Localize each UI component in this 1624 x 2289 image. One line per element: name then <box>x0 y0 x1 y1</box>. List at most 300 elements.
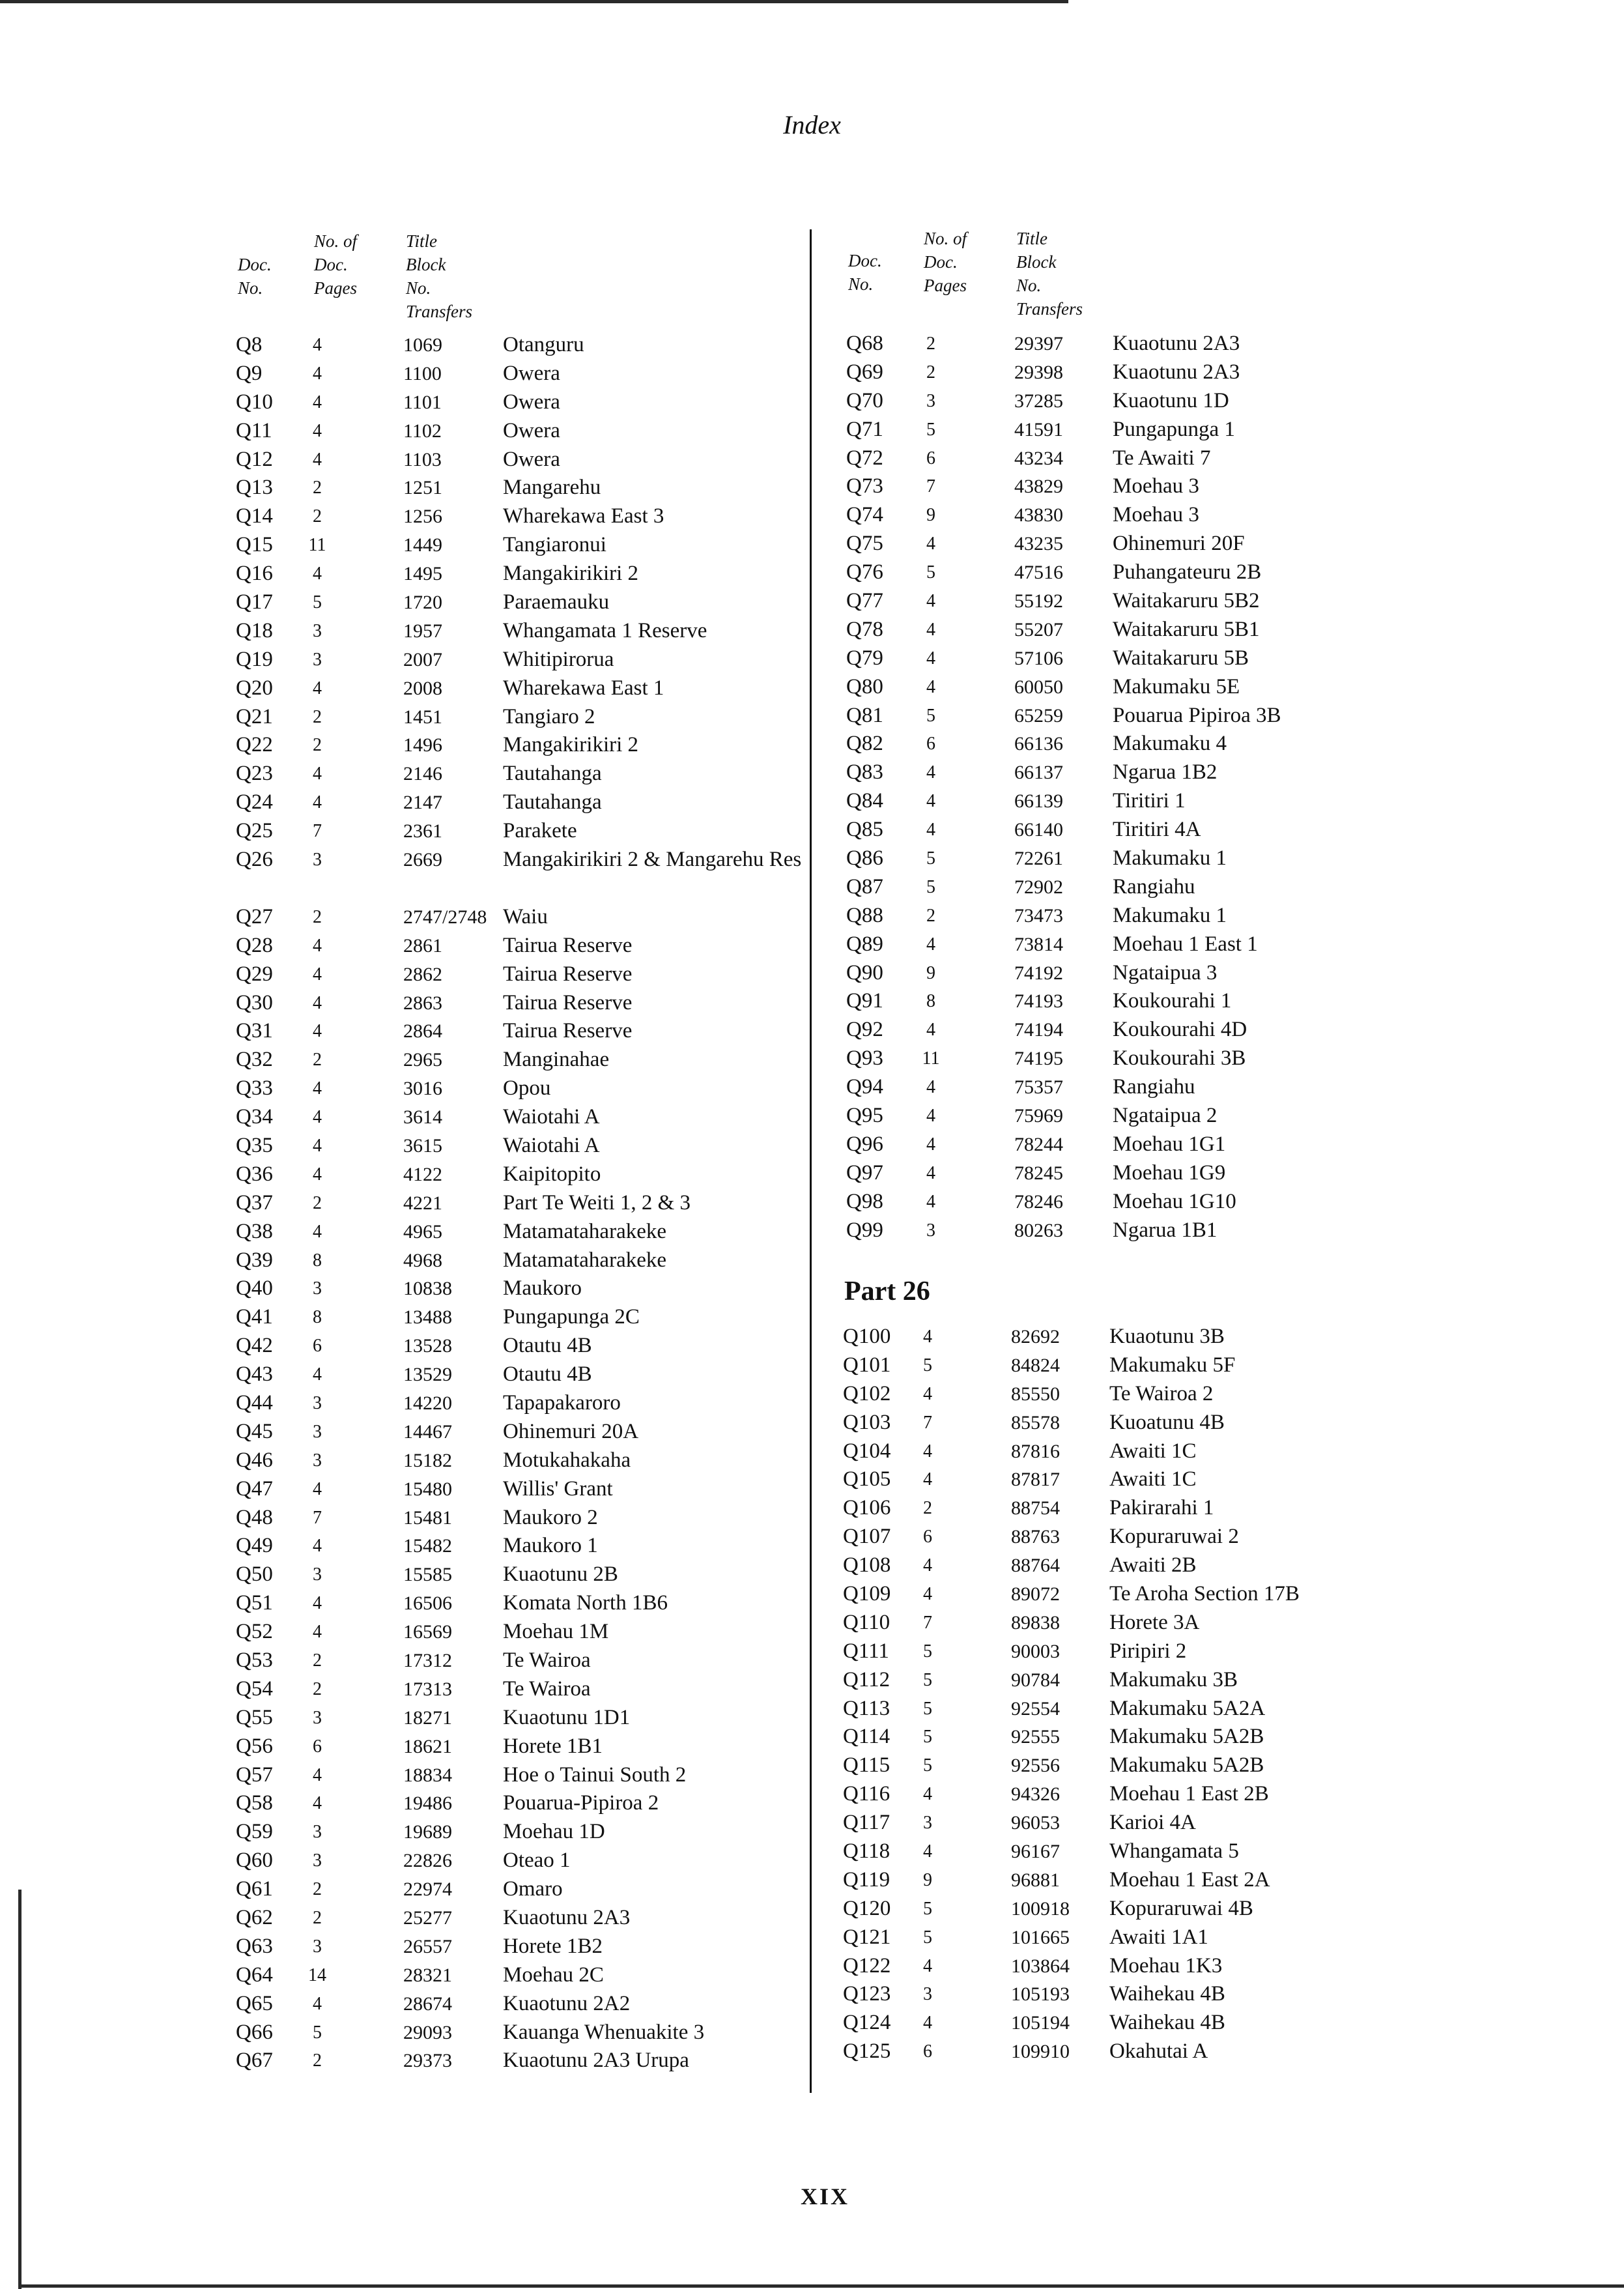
doc-number: Q41 <box>236 1305 273 1329</box>
page-count: 5 <box>926 848 935 869</box>
doc-number: Q73 <box>846 474 883 498</box>
block-name: Piripiri 2 <box>1109 1639 1187 1663</box>
block-name: Pungapunga 1 <box>1113 417 1235 441</box>
block-name: Hoe o Tainui South 2 <box>503 1763 687 1787</box>
page-count: 4 <box>926 534 935 554</box>
block-name: Moehau 1G9 <box>1113 1160 1226 1185</box>
title-block-number: 25277 <box>403 1907 452 1929</box>
title-block-number: 88763 <box>1011 1526 1060 1548</box>
block-name: Ohinemuri 20F <box>1113 532 1245 556</box>
title-block-number: 2864 <box>403 1020 442 1043</box>
title-block-number: 28321 <box>403 1964 452 1986</box>
title-block-number: 4968 <box>403 1249 442 1271</box>
block-name: Awaiti 2B <box>1109 1553 1197 1577</box>
page-count: 4 <box>313 1793 322 1814</box>
doc-number: Q32 <box>236 1048 273 1072</box>
doc-number: Q17 <box>236 590 273 614</box>
block-name: Makumaku 5A2A <box>1109 1696 1266 1720</box>
doc-number: Q90 <box>846 960 883 985</box>
doc-number: Q22 <box>236 733 273 757</box>
doc-number: Q112 <box>843 1667 890 1692</box>
doc-number: Q119 <box>843 1867 890 1892</box>
title-block-number: 96053 <box>1011 1812 1060 1834</box>
page-count: 4 <box>313 764 322 785</box>
title-block-number: 4221 <box>403 1192 442 1214</box>
doc-number: Q89 <box>846 932 883 956</box>
doc-number: Q45 <box>236 1419 273 1443</box>
title-block-number: 60050 <box>1014 676 1063 698</box>
block-name: Moehau 1K3 <box>1109 1953 1223 1978</box>
page-count: 6 <box>926 734 935 755</box>
doc-number: Q46 <box>236 1448 273 1472</box>
header-doc-no-right: Doc. No. <box>848 251 882 294</box>
title-block-number: 92555 <box>1011 1726 1060 1748</box>
page-count: 4 <box>926 1191 935 1212</box>
title-block-number: 18271 <box>403 1706 452 1729</box>
doc-number: Q15 <box>236 533 273 557</box>
doc-number: Q74 <box>846 503 883 527</box>
title-block-number: 103864 <box>1011 1955 1070 1977</box>
doc-number: Q53 <box>236 1648 273 1672</box>
title-block-number: 1100 <box>403 362 442 384</box>
block-name: Mangarehu <box>503 476 601 500</box>
block-name: Tiritiri 4A <box>1113 818 1201 842</box>
doc-number: Q111 <box>843 1639 889 1663</box>
page-count: 8 <box>926 991 935 1012</box>
title-block-number: 13528 <box>403 1335 452 1357</box>
column-divider <box>810 229 812 2093</box>
block-name: Waihekau 4B <box>1109 1982 1225 2006</box>
doc-number: Q26 <box>236 848 273 872</box>
page-count: 3 <box>313 1850 322 1871</box>
doc-number: Q31 <box>236 1019 273 1043</box>
doc-number: Q69 <box>846 360 883 384</box>
title-block-number: 73814 <box>1014 933 1063 955</box>
page-count: 4 <box>313 1078 322 1099</box>
block-name: Maukoro <box>503 1276 582 1301</box>
block-name: Awaiti 1C <box>1109 1467 1197 1491</box>
doc-number: Q116 <box>843 1782 890 1806</box>
block-name: Ngataipua 3 <box>1113 960 1218 985</box>
title-block-number: 17312 <box>403 1649 452 1671</box>
page-count: 4 <box>313 449 322 470</box>
title-block-number: 82692 <box>1011 1326 1060 1347</box>
block-name: Wharekawa East 1 <box>503 676 664 700</box>
block-name: Tautahanga <box>503 762 602 786</box>
page-count: 3 <box>923 1984 932 2005</box>
title-block-number: 18621 <box>403 1735 452 1757</box>
block-name: Tairua Reserve <box>503 990 633 1015</box>
title-block-number: 75969 <box>1014 1105 1063 1127</box>
page-count: 5 <box>926 876 935 897</box>
doc-number: Q102 <box>843 1381 891 1405</box>
title-block-number: 3615 <box>403 1134 442 1157</box>
title-block-number: 109910 <box>1011 2041 1070 2063</box>
title-block-number: 14467 <box>403 1420 452 1443</box>
title-block-number: 29373 <box>403 2050 452 2072</box>
title-block-number: 2361 <box>403 820 442 842</box>
title-block-number: 41591 <box>1014 418 1063 440</box>
block-name: Moehau 1M <box>503 1620 609 1644</box>
doc-number: Q8 <box>236 333 263 356</box>
title-block-number: 14220 <box>403 1392 452 1414</box>
title-block-number: 43829 <box>1014 476 1063 498</box>
doc-number: Q100 <box>843 1325 891 1348</box>
block-name: Maukoro 2 <box>503 1505 598 1529</box>
title-block-number: 2863 <box>403 992 442 1014</box>
left-margin-rule <box>18 1890 21 2289</box>
title-block-number: 87817 <box>1011 1469 1060 1491</box>
page-count: 4 <box>313 335 322 355</box>
block-name: Matamataharakeke <box>503 1219 667 1243</box>
page-count: 4 <box>926 791 935 812</box>
title-block-number: 15585 <box>403 1564 452 1586</box>
title-block-number: 10838 <box>403 1278 452 1300</box>
page-count: 5 <box>923 1755 932 1776</box>
block-name: Moehau 1 East 2A <box>1109 1867 1270 1892</box>
doc-number: Q11 <box>236 418 272 442</box>
title-block-number: 29093 <box>403 2021 452 2043</box>
doc-number: Q121 <box>843 1925 891 1949</box>
title-block-number: 1496 <box>403 734 442 756</box>
doc-number: Q117 <box>843 1811 890 1835</box>
block-name: Part Te Weiti 1, 2 & 3 <box>503 1190 691 1215</box>
page-count: 2 <box>926 334 935 354</box>
part-heading: Part 26 <box>844 1276 930 1306</box>
title-block-number: 1251 <box>403 477 442 499</box>
block-name: Pakirarahi 1 <box>1109 1496 1214 1520</box>
page-count: 3 <box>313 1822 322 1843</box>
page-count: 3 <box>313 649 322 670</box>
block-name: Waitakaruru 5B2 <box>1113 589 1260 613</box>
block-name: Mangakirikiri 2 <box>503 733 639 757</box>
block-name: Kuaotunu 3B <box>1109 1325 1225 1348</box>
page-count: 5 <box>313 592 322 613</box>
title-block-number: 96167 <box>1011 1841 1060 1863</box>
doc-number: Q104 <box>843 1439 891 1463</box>
block-name: Makumaku 3B <box>1109 1667 1238 1692</box>
title-block-number: 85550 <box>1011 1383 1060 1405</box>
doc-number: Q14 <box>236 504 273 528</box>
page-count: 4 <box>923 1469 932 1490</box>
doc-number: Q58 <box>236 1791 273 1815</box>
doc-number: Q124 <box>843 2011 891 2035</box>
block-name: Horete 1B1 <box>503 1734 603 1758</box>
title-block-number: 89838 <box>1011 1611 1060 1634</box>
block-name: Kuaotunu 2A3 <box>503 1906 631 1929</box>
page-count: 8 <box>313 1307 322 1328</box>
block-name: Otanguru <box>503 333 584 356</box>
block-name: Kuoatunu 4B <box>1109 1410 1225 1434</box>
doc-number: Q51 <box>236 1591 273 1615</box>
page-count: 2 <box>313 706 322 727</box>
doc-number: Q125 <box>843 2039 891 2064</box>
doc-number: Q18 <box>236 618 273 642</box>
doc-number: Q35 <box>236 1133 273 1157</box>
block-name: Horete 3A <box>1109 1610 1200 1634</box>
doc-number: Q103 <box>843 1410 891 1434</box>
page-count: 11 <box>308 535 326 556</box>
block-name: Tairua Reserve <box>503 933 633 957</box>
doc-number: Q110 <box>843 1610 890 1634</box>
block-name: Kuaotunu 2A2 <box>503 1991 631 2015</box>
block-name: Awaiti 1A1 <box>1109 1925 1208 1949</box>
block-name: Kuaotunu 2A3 <box>1113 332 1240 355</box>
title-block-number: 84824 <box>1011 1354 1060 1376</box>
block-name: Oteao 1 <box>503 1849 571 1873</box>
title-block-number: 80263 <box>1014 1219 1063 1241</box>
block-name: Rangiahu <box>1113 874 1195 899</box>
block-name: Awaiti 1C <box>1109 1439 1197 1463</box>
page-count: 2 <box>313 735 322 756</box>
page-count: 2 <box>313 506 322 527</box>
block-name: Makumaku 1 <box>1113 903 1227 927</box>
page-title: Index <box>783 110 841 139</box>
block-name: Moehau 1 East 2B <box>1109 1782 1269 1806</box>
title-block-number: 92554 <box>1011 1697 1060 1720</box>
page-count: 7 <box>923 1612 932 1633</box>
title-block-number: 89072 <box>1011 1583 1060 1605</box>
doc-number: Q25 <box>236 819 273 843</box>
block-name: Kaipitopito <box>503 1162 601 1186</box>
block-name: Willis' Grant <box>503 1476 613 1501</box>
doc-number: Q30 <box>236 990 273 1015</box>
title-block-number: 13529 <box>403 1364 452 1386</box>
page-count: 8 <box>313 1250 322 1271</box>
doc-number: Q75 <box>846 532 883 556</box>
block-name: Kuaotunu 1D1 <box>503 1705 631 1729</box>
page-count: 3 <box>313 1392 322 1413</box>
title-block-number: 15482 <box>403 1535 452 1557</box>
page-count: 2 <box>313 1879 322 1900</box>
doc-number: Q109 <box>843 1582 891 1606</box>
doc-number: Q44 <box>236 1390 273 1415</box>
block-name: Kauanga Whenuakite 3 <box>503 2020 705 2044</box>
block-name: Moehau 1G1 <box>1113 1132 1226 1156</box>
doc-number: Q66 <box>236 2020 273 2044</box>
doc-number: Q62 <box>236 1906 273 1929</box>
doc-number: Q71 <box>846 417 883 441</box>
page-count: 4 <box>313 1993 322 2014</box>
block-name: Moehau 1 East 1 <box>1113 932 1258 956</box>
page-count: 5 <box>926 562 935 583</box>
page-count: 4 <box>313 1364 322 1385</box>
page-count: 6 <box>313 1336 322 1357</box>
header-title-block-right: Title Block No. Transfers <box>1016 229 1083 319</box>
page-count: 6 <box>926 448 935 468</box>
block-name: Motukahakaha <box>503 1448 631 1472</box>
page-count: 4 <box>926 619 935 640</box>
doc-number: Q86 <box>846 846 883 871</box>
doc-number: Q84 <box>846 789 883 813</box>
block-name: Whangamata 1 Reserve <box>503 618 707 642</box>
page-count: 4 <box>923 1383 932 1404</box>
title-block-number: 1495 <box>403 563 442 585</box>
doc-number: Q106 <box>843 1496 891 1520</box>
doc-number: Q68 <box>846 332 883 355</box>
doc-number: Q114 <box>843 1725 890 1749</box>
block-name: Okahutai A <box>1109 2039 1208 2064</box>
block-name: Komata North 1B6 <box>503 1591 668 1615</box>
page-count: 7 <box>313 1507 322 1528</box>
page-count: 4 <box>926 1162 935 1183</box>
block-name: Makumaku 1 <box>1113 846 1227 871</box>
page-count: 2 <box>923 1498 932 1519</box>
doc-number: Q98 <box>846 1189 883 1213</box>
page-count: 4 <box>313 1221 322 1242</box>
doc-number: Q24 <box>236 790 273 814</box>
block-name: Otautu 4B <box>503 1334 592 1358</box>
doc-number: Q64 <box>236 1963 273 1987</box>
page-count: 5 <box>313 2022 322 2043</box>
block-name: Manginahae <box>503 1048 610 1072</box>
doc-number: Q28 <box>236 933 273 957</box>
page-count: 4 <box>313 935 322 956</box>
block-name: Owera <box>503 418 560 442</box>
title-block-number: 57106 <box>1014 647 1063 669</box>
doc-number: Q120 <box>843 1896 891 1920</box>
doc-number: Q96 <box>846 1132 883 1156</box>
page-count: 4 <box>313 964 322 985</box>
bottom-rule <box>18 2284 1624 2288</box>
doc-number: Q105 <box>843 1467 891 1491</box>
title-block-number: 96881 <box>1011 1869 1060 1891</box>
block-name: Puhangateuru 2B <box>1113 560 1262 584</box>
title-block-number: 66137 <box>1014 762 1063 784</box>
title-block-number: 78246 <box>1014 1190 1063 1213</box>
page-count: 4 <box>313 1536 322 1557</box>
doc-number: Q12 <box>236 447 273 471</box>
page-count: 4 <box>926 1020 935 1041</box>
title-block-number: 43235 <box>1014 533 1063 555</box>
block-name: Mangakirikiri 2 <box>503 562 639 586</box>
doc-number: Q101 <box>843 1353 891 1377</box>
block-name: Owera <box>503 390 560 414</box>
page-count: 7 <box>923 1412 932 1433</box>
block-name: Waiotahi A <box>503 1105 600 1129</box>
block-name: Whitipirorua <box>503 647 614 671</box>
doc-number: Q78 <box>846 617 883 641</box>
doc-number: Q65 <box>236 1991 273 2015</box>
doc-number: Q118 <box>843 1839 890 1864</box>
doc-number: Q80 <box>846 674 883 698</box>
block-name: Tapapakaroro <box>503 1390 621 1415</box>
block-name: Tairua Reserve <box>503 1019 633 1043</box>
title-block-number: 47516 <box>1014 562 1063 584</box>
page-count: 2 <box>926 905 935 926</box>
block-name: Te Aroha Section 17B <box>1109 1582 1300 1606</box>
title-block-number: 37285 <box>1014 390 1063 412</box>
title-block-number: 78244 <box>1014 1133 1063 1155</box>
doc-number: Q13 <box>236 476 273 500</box>
block-name: Tangiaronui <box>503 533 606 557</box>
block-name: Waihekau 4B <box>1109 2011 1225 2035</box>
block-name: Tiritiri 1 <box>1113 789 1186 813</box>
page-count: 3 <box>313 1564 322 1585</box>
block-name: Moehau 3 <box>1113 503 1199 527</box>
title-block-number: 88764 <box>1011 1555 1060 1577</box>
page-count: 4 <box>313 678 322 698</box>
page-count: 4 <box>923 1441 932 1461</box>
page-count: 7 <box>926 476 935 497</box>
page-count: 11 <box>922 1048 940 1069</box>
title-block-number: 2747/2748 <box>403 906 487 928</box>
header-doc-pages-left: No. of Doc. Pages <box>314 231 358 298</box>
title-block-number: 18834 <box>403 1764 452 1786</box>
page-count: 4 <box>923 1841 932 1862</box>
block-name: Whangamata 5 <box>1109 1839 1239 1864</box>
block-name: Ngataipua 2 <box>1113 1104 1218 1128</box>
doc-number: Q19 <box>236 647 273 671</box>
title-block-number: 43234 <box>1014 447 1063 469</box>
page-count: 4 <box>313 564 322 584</box>
doc-number: Q42 <box>236 1334 273 1358</box>
page-count: 4 <box>926 820 935 841</box>
page-count: 3 <box>313 1707 322 1728</box>
doc-number: Q113 <box>843 1696 890 1720</box>
page-count: 5 <box>926 705 935 726</box>
page-count: 4 <box>926 1134 935 1155</box>
title-block-number: 2008 <box>403 677 442 699</box>
page-count: 2 <box>926 362 935 382</box>
doc-number: Q60 <box>236 1849 273 1873</box>
title-block-number: 73473 <box>1014 904 1063 927</box>
page-count: 4 <box>313 420 322 441</box>
doc-number: Q107 <box>843 1525 891 1549</box>
block-name: Te Wairoa <box>503 1677 591 1701</box>
doc-number: Q40 <box>236 1276 273 1301</box>
page-count: 6 <box>923 2041 932 2062</box>
page-count: 5 <box>923 1727 932 1748</box>
page-count: 5 <box>923 1927 932 1948</box>
page-count: 4 <box>926 934 935 955</box>
page-count: 9 <box>923 1869 932 1890</box>
block-name: Rangiahu <box>1113 1075 1195 1099</box>
page-count: 4 <box>313 792 322 813</box>
title-block-number: 2146 <box>403 763 442 785</box>
title-block-number: 85578 <box>1011 1411 1060 1433</box>
title-block-number: 55192 <box>1014 590 1063 612</box>
title-block-number: 22826 <box>403 1850 452 1872</box>
page-count: 7 <box>313 821 322 842</box>
block-name: Kopuraruwai 4B <box>1109 1896 1253 1920</box>
title-block-number: 1102 <box>403 420 442 442</box>
block-name: Kopuraruwai 2 <box>1109 1525 1239 1549</box>
title-block-number: 1103 <box>403 448 442 470</box>
title-block-number: 78245 <box>1014 1162 1063 1184</box>
page-count: 4 <box>313 1164 322 1185</box>
title-block-number: 66139 <box>1014 790 1063 813</box>
page-count: 4 <box>313 392 322 412</box>
block-name: Ngarua 1B2 <box>1113 760 1218 785</box>
doc-number: Q99 <box>846 1218 883 1242</box>
page-count: 3 <box>313 1936 322 1957</box>
page-count: 3 <box>313 1278 322 1299</box>
block-name: Koukourahi 4D <box>1113 1018 1247 1042</box>
block-name: Te Awaiti 7 <box>1113 446 1211 470</box>
block-name: Tangiaro 2 <box>503 704 595 728</box>
block-name: Moehau 2C <box>503 1963 604 1987</box>
title-block-number: 26557 <box>403 1935 452 1957</box>
page-count: 4 <box>923 2013 932 2034</box>
block-name: Moehau 1D <box>503 1820 605 1844</box>
doc-number: Q54 <box>236 1677 273 1701</box>
page-count: 5 <box>923 1698 932 1719</box>
page-count: 2 <box>313 1650 322 1671</box>
title-block-number: 16506 <box>403 1592 452 1615</box>
doc-number: Q81 <box>846 703 883 727</box>
doc-number: Q83 <box>846 760 883 785</box>
